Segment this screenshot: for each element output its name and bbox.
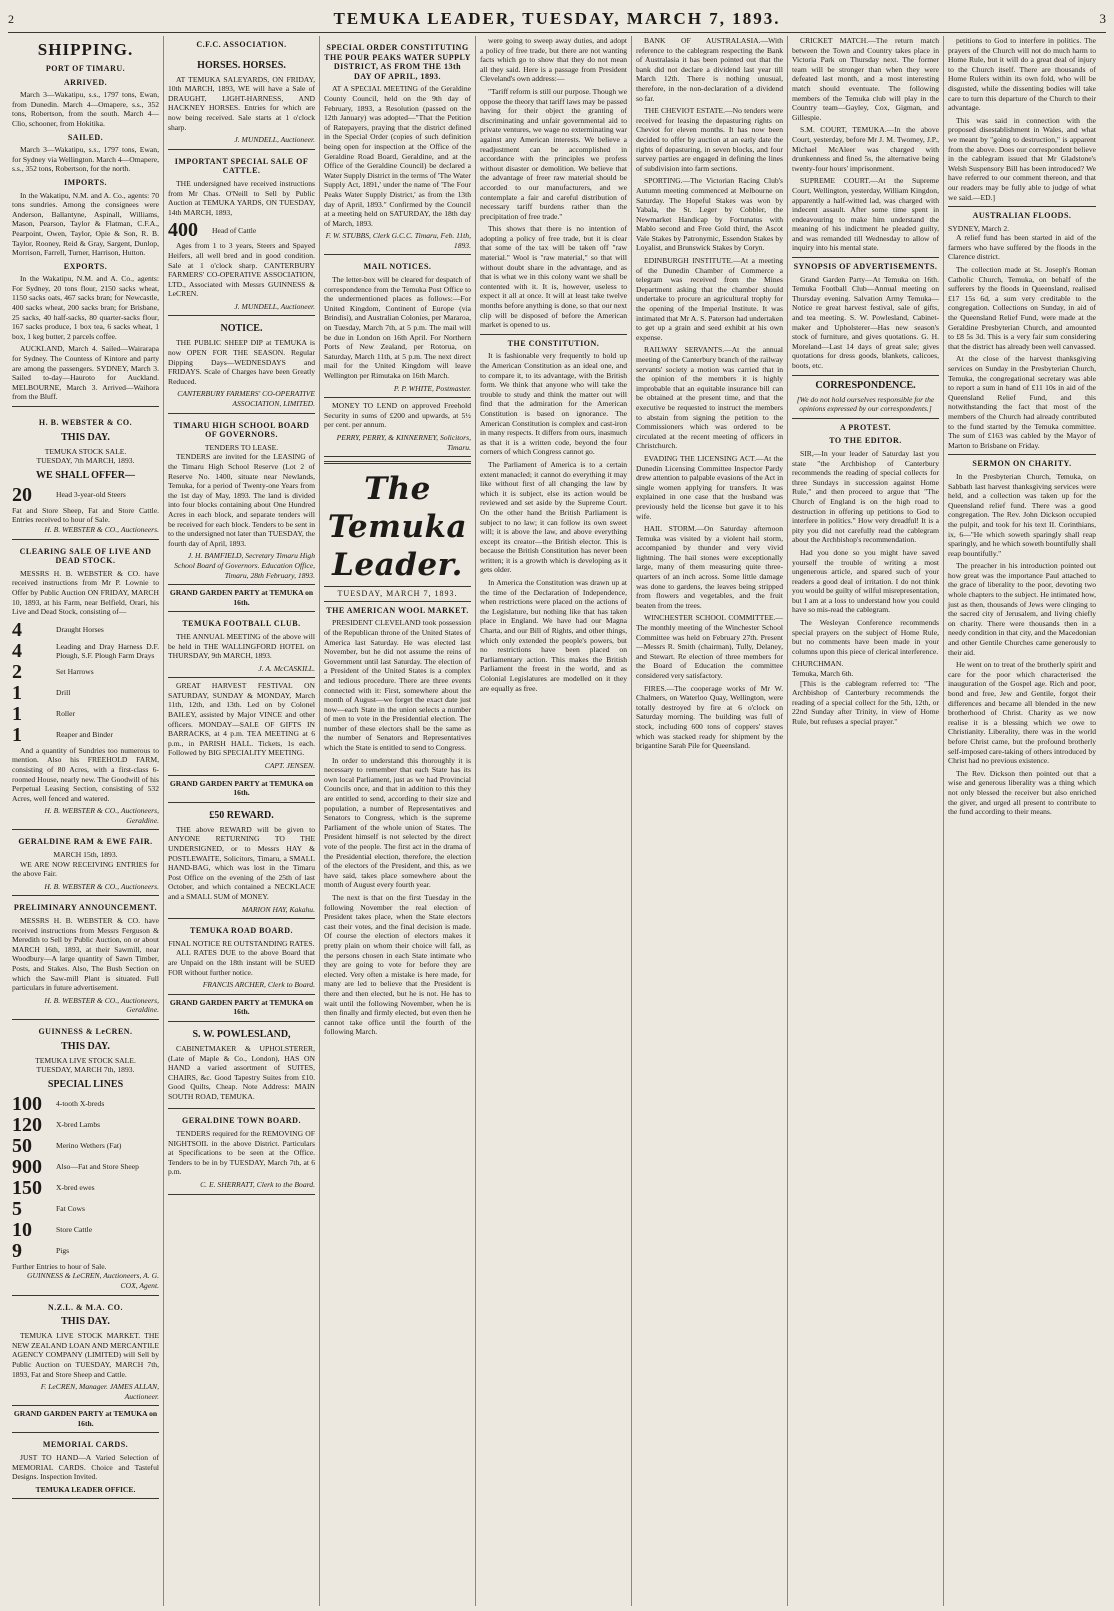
ad-date: MARCH 15th, 1893. xyxy=(53,850,118,860)
ad-text: ALL RATES DUE to the above Board that are Unpaid on the 18th instant will be SUED FOR without further notice. xyxy=(168,948,315,977)
letter-signature: CHURCHMAN. xyxy=(792,659,844,669)
ad-text: TENDERS required for the REMOVING OF NIGHTSOIL in the above District. Particulars at Specifications to be seen at the Office. Tenders to be in by TUESDAY, March 7th, at 6 p.m. xyxy=(168,1129,315,1177)
letter-salutation: TO THE EDITOR. xyxy=(829,436,902,446)
ad-heading: THIS DAY. xyxy=(61,1316,110,1328)
ad-text: TENDERS are invited for the LEASING of the Timaru High School Reserve (Lot 2 of Reserve No. 1400, situate near Newlands, Temuka, for a period of Twenty-one Years from the 1st day of May, 1893. The land is divided into four blocks containing about One Hundred Acres in each block, and separate tenders will be received for each block. Tenders to be sent in to the undersigned not later than TUESDAY, the fourth day of April, 1893. xyxy=(168,452,315,548)
ad-signature: J. A. McCASKILL. xyxy=(258,663,315,673)
stock-count: 150 xyxy=(12,1176,42,1199)
ad-signature: C. E. SHERRATT, Clerk to the Board. xyxy=(200,1180,315,1190)
shipping-heading: SHIPPING. xyxy=(37,40,134,59)
stock-item: Drill xyxy=(56,688,71,698)
stock-line xyxy=(12,620,159,641)
ad-heading: HORSES. HORSES. xyxy=(197,59,286,71)
horses-ad xyxy=(168,53,315,150)
article-paragraph: were going to sweep away duties, and adopt a policy of free trade, but there are not wanting facts which go to show that they do not mean all they said. Here is a passage from President Cleveland's own address:— xyxy=(480,36,627,84)
ad-heading: MAIL NOTICES. xyxy=(363,262,432,272)
ad-text: CABINETMAKER & UPHOLSTERER, (Late of Maple & Co., London), HAS ON HAND a varied assortment of SUITES, CHAIRS, &c. Good Tapestry Suites from £10. Good Quilts, Cheap. Note Address: MAIN SOUTH ROAD, TEMUKA. xyxy=(168,1043,315,1101)
ad-text: Further Entries to hour of Sale. xyxy=(12,1261,107,1271)
ad-signature: PERRY, PERRY, & KINNERNEY, Solicitors, Timaru. xyxy=(336,432,471,452)
article-heading: AUSTRALIAN FLOODS. xyxy=(972,211,1072,221)
geraldine-town-board-ad xyxy=(168,1109,315,1194)
news-item: SPORTING.—The Victorian Racing Club's Autumn meeting commenced at Melbourne on Saturday. The Hopeful Stakes was won by Yabala, the St. Leger by Cobbler, the Newmarket Handicap by Fortunatus with Mablo second and Free Gold third, the Ascot Vale Stakes by Patronymic, Essendon Stakes by Loyalist, and Brunswick Stakes by Coryn. xyxy=(636,176,783,253)
article-heading: THE CONSTITUTION. xyxy=(507,338,600,348)
imports-text: In the Wakatipu, N.M. and A. Co., agents: 70 tons sundries. Among the consignees were Anderson, Ballantyne, Aspinall, Williams, Mason, Pearson, Taylor & Flatman, C.F.A., Pearpoint, Owen, Taylor, Opie & Son, R. B. Taylor, Rooney, Reid & Gray, Sargent, Dunlop, Morrison, Farrell, Turner, Harrison, Hutton. xyxy=(12,190,159,258)
garden-party-ad xyxy=(12,1406,159,1433)
stock-line xyxy=(12,485,159,506)
masthead xyxy=(8,6,1106,33)
paper-title: The Temuka Leader. xyxy=(327,471,468,584)
article-paragraph: In America the Constitution was drawn up at the time of the Declaration of Independence, when restrictions were placed on the actions of the Legislature, but nothing like that has taken place in England. We have had our Magna Charta, and our Bill of Rights, and other things, which only extended the people's powers, but no restrictions have been placed on Parliamentary action. This makes the British Parliament the freest in the world, and as Colonial Legislatures are modelled on it they are equally as free. xyxy=(480,578,627,693)
stock-line xyxy=(12,641,159,662)
sailed-heading: SAILED. xyxy=(67,132,104,142)
news-item: RAILWAY SERVANTS.—At the annual meeting of the Canterbury branch of the railway servants' society a motion was carried that in the opinion of the members it is highly improbable that an equitable insurance bill can be obtained at the present time, and that the executive be requested to instruct the members to abstain from signing the petition to the Commissioners which was ordered to be circulated at the recent meeting of officers in Christchurch. xyxy=(636,345,783,451)
ad-signature: J. H. BAMFIELD, Secretary Timaru High School Board of Governors. Education Office, Timaru, 28th February, 1893. xyxy=(174,551,315,580)
road-board-ad xyxy=(168,919,315,995)
article-paragraph: At the close of the harvest thanksgiving services on Sunday in the Presbyterian Church, Temuka, the congregational secretary was able to report a sum in hand of £11 10s in aid of the Queensland Relief Fund, and this notwithstanding the fact that most of the members of the Church had already contributed to the fund started by the Temuka committee. The sum of £163 was cabled by the Mayor of Marton to Brisbane on Friday. xyxy=(948,354,1096,450)
ad-text: Ages from 1 to 3 years, Steers and Spayed Heifers, all well bred and in good condition. Sale at 1 o'clock sharp. CANTERBURY FARMERS' CO-OPERATIVE ASSOCIATION, LTD., Associated with Messrs GUINNESS & LeCREN. xyxy=(168,241,315,299)
clearing-sale-ad xyxy=(12,540,159,831)
article-heading: THE AMERICAN WOOL MARKET. xyxy=(326,605,469,615)
stock-line xyxy=(12,1115,159,1136)
powlesland-ad xyxy=(168,1022,315,1110)
ad-text: GREAT HARVEST FESTIVAL ON SATURDAY, SUNDAY & MONDAY, March 11th, 12th, and 13th. Led on by Colonel BAILEY, assisted by Major VINCE and other officers. MONDAY—SALE OF GIFTS IN BARRACKS, at 4 p.m. TEA MEETING at 6 p.m., in PARISH HALL. Tickets, 1s each. Followed by BIG SPECIALITY MEETING. xyxy=(168,681,315,758)
ad-heading: £50 REWARD. xyxy=(209,809,274,821)
columns xyxy=(8,36,1106,1606)
ad-text: MESSRS H. B. WEBSTER & CO. have received instructions from Mr P. Lownie to Offer by Public Auction ON FRIDAY, MARCH 10, 1893, at his Farm, near Belfield, Orari, his Live and Dead Stock, consisting of— xyxy=(12,568,159,617)
correspondence-heading: CORRESPONDENCE. xyxy=(815,379,916,391)
column-2 xyxy=(164,36,320,1606)
memorial-cards-ad xyxy=(12,1433,159,1499)
news-item: S.M. COURT, TEMUKA.—In the above Court, yesterday, before Mr J. M. Twomey, J.P., Michael McAleer was charged with drunkenness and fined 5s, the alternative being twenty-four hours' imprisonment. xyxy=(792,125,939,173)
ad-signature: TEMUKA LEADER OFFICE. xyxy=(35,1484,136,1494)
article-paragraph: The Parliament of America is to a certain extent manacled; it cannot do everything it may like without first of all changing the law by which it is subject, else its action would be reviewed and set aside by the Supreme Court. On the other hand the British Parliament is subject to no law; it can follow its own sweet will; it is above the law, and above everything except its creator—the British elector. This is because the British Constitution has never been written; it is a growth which is developing as it gets older. xyxy=(480,459,627,575)
letter-paragraph: The Wesleyan Conference recommends special prayers on the subject of Home Rule, but no comments have been made in your columns upon this piece of clerical interference. xyxy=(792,618,939,656)
news-item: WINCHESTER SCHOOL COMMITTEE.—The monthly meeting of the Winchester School Committee was held on February 27th. Present—Messrs R. Smith (chairman), Tully, Delaney, and Stewart. Re election of three members for the Board of Education the committee considered very satisfactory. xyxy=(636,613,783,680)
synopsis-heading: SYNOPSIS OF ADVERTISEMENTS. xyxy=(793,262,938,272)
ad-signature: H. B. WEBSTER & CO., Auctioneers, Geraldine. xyxy=(44,995,159,1015)
article-paragraph: The Rev. Dickson then pointed out that a wise and generous liberality was a thing which not only blessed the receiver but also enriched the giver, and urged all present to contribute to the fund according to their means. xyxy=(948,768,1096,817)
letter-date: Temuka, March 6th. xyxy=(792,669,854,679)
ad-date: TUESDAY, MARCH 7th, 1893. xyxy=(36,1065,135,1075)
stock-line xyxy=(12,1199,159,1220)
stock-count: 20 xyxy=(12,483,32,506)
garden-party-ad xyxy=(168,585,315,612)
high-school-ad xyxy=(168,414,315,586)
stock-count: 100 xyxy=(12,1092,42,1115)
stock-item: Leading and Dray Harness D.F. Plough, S.F. Plough Farm Drays xyxy=(56,641,159,661)
ad-text: GRAND GARDEN PARTY at TEMUKA on 16th. xyxy=(13,1409,158,1428)
page-ornament: 2 xyxy=(8,11,14,26)
article-paragraph: A relief fund has been started in aid of the farmers who have suffered by the floods in the Clarence district. xyxy=(948,233,1096,262)
reward-ad xyxy=(168,803,315,919)
association-heading: C.F.C. ASSOCIATION. xyxy=(196,40,287,49)
ad-signature: MARION HAY, Kakahu. xyxy=(241,904,315,914)
stock-item: Draught Horses xyxy=(56,625,104,635)
sailed-text: March 3—Wakatipu, s.s., 1797 tons, Ewan, for Sydney via Wellington. March 4—Omapere, s.s., 352 tons, Robertson, for the north. xyxy=(12,145,159,174)
article-paragraph: PRESIDENT CLEVELAND took possession of the Republican throne of the United States of America last Saturday. He was elected last November, but he did not assume the reins of Government until last Saturday. The election of a President of the United States is a complex and tedious procedure. There are three events connected with it: First, somewhere about the month of August—we forget the exact date just now—each State in the union selects a number of men to vote in the Presidential election. The number of these electors shall be the same as the number of Senators and Representatives which the State is entitled to send to Congress. xyxy=(324,618,471,753)
ad-firm: GUINNESS & LeCREN. xyxy=(38,1026,133,1036)
exports-text: In the Wakatipu, N.M. and A. Co., agents: For Sydney, 20 tons flour, 2150 sacks wheat, 1150 sacks oats, 467 sacks bran; for Newcastle, 400 sacks wheat, 200 sacks bran; for Brisbane, 25 sacks, 40 half-sacks, 80 quarter-sacks flour, 167 sacks produce, 1 box tea, 6 sacks wheat, 1 box, 1 keg butter, 2 parcels coffee. xyxy=(12,274,159,341)
news-item: THE CHEVIOT ESTATE.—No tenders were received for leasing the depasturing rights on Cheviot for eleven months. It has now been decided to offer by auction at an early date the rights of depasturing, in seven blocks, and four survey parties are engaged in defining the lines of subdivision into farm sections. xyxy=(636,106,783,173)
ad-heading: CLEARING SALE OF LIVE AND DEAD STOCK. xyxy=(19,546,152,566)
ad-heading: THIS DAY. xyxy=(61,431,110,443)
ad-text: AT TEMUKA SALEYARDS, ON FRIDAY, 10th MARCH, 1893, WE will have a Sale of DRAUGHT, LIGHT-HARNESS, AND HACKNEY HORSES. Entries for which are now being received. Sale starts at 1 o'clock sharp. xyxy=(168,74,315,132)
ad-signature: CAPT. JENSEN. xyxy=(264,761,315,771)
editor-note: [This is the cablegram referred to: "The Archbishop of Canterbury recommends the reading of a special collect for the 5th, 12th, or 22nd Sunday after Trinity, in view of Home Rule, but refuses a special prayer." xyxy=(792,678,939,726)
article-paragraph: This shows that there is no intention of adopting a policy of free trade, but it is clear that some of the tax will be taken off "raw material." Wool is "raw material," so that will without doubt share in the advantage, and as that is what we in this colony want we shall be contented with it. It is, however, useless to expect it all at once. It will at least take twelve months before anything is done, so that our next clip will be disposed of before the American market is opened to us. xyxy=(480,224,627,330)
ad-text: JUST TO HAND—A Varied Selection of MEMORIAL CARDS. Choice and Tasteful Designs. Inspection Invited. xyxy=(12,1453,159,1482)
stock-item: Head of Cattle xyxy=(212,226,257,236)
stock-count: 4 xyxy=(12,639,22,662)
stock-item: Also—Fat and Store Sheep xyxy=(56,1162,139,1172)
ad-heading: SPECIAL ORDER CONSTITUTING THE POUR PEAKS WATER SUPPLY DISTRICT, AS FROM THE 13th DAY OF APRIL, 1893. xyxy=(324,43,471,81)
mail-notices xyxy=(324,255,471,398)
money-to-lend-ad xyxy=(324,398,471,457)
ad-heading: GERALDINE RAM & EWE FAIR. xyxy=(18,837,153,847)
stock-count: 4 xyxy=(12,618,22,641)
news-item: CRICKET MATCH.—The return match between the Town and Country takes place in Victoria Park on Thursday next. The former team will be stronger than when they were defeated last month, and a most interesting match should eventuate. The following members of the Temuka club will play in the Country team—Gayley, Cox, Gigman, and Gillespie. xyxy=(792,36,939,122)
stock-count: 50 xyxy=(12,1134,32,1157)
ad-signature: CANTERBURY FARMERS' CO-OPERATIVE ASSOCIATION, LIMITED. xyxy=(177,389,315,409)
stock-item: Fat Cows xyxy=(56,1204,85,1214)
ad-text: TEMUKA LIVE STOCK MARKET. THE NEW ZEALAND LOAN AND MERCANTILE AGENCY COMPANY (LIMITED) will Sell by Public Auction on TUESDAY, MARCH 7th, 1893, Fat and Store Sheep and Cattle. xyxy=(12,1331,159,1379)
stock-line xyxy=(12,704,159,725)
stock-item: Reaper and Binder xyxy=(56,730,113,740)
issue-dateline: TUESDAY, MARCH 7, 1893. xyxy=(324,586,471,602)
ad-signature: J. MUNDELL, Auctioneer. xyxy=(234,301,315,311)
guinness-lecren-ad xyxy=(12,1020,159,1296)
ad-text: MESSRS H. B. WEBSTER & CO. have received instructions from Messrs Ferguson & Meredith to Sell by Public Auction, on or about MARCH 16th, 1893, at their Sawmill, near Woodbury—A large quantity of Sawn Timber, Posts, and Stakes. Also, The Bush Section on which the Saw-mill Plant is situated. Full particulars in future advertisement. xyxy=(12,916,159,993)
ad-heading: NOTICE. xyxy=(220,323,263,335)
ad-subheading: TEMUKA LIVE STOCK SALE. xyxy=(35,1055,136,1065)
column-3 xyxy=(320,36,476,1606)
arrived-text: March 3—Wakatipu, s.s., 1797 tons, Ewan, from Dunedin. March 4—Omapere, s.s., 352 tons, Robertson, from the south. March 4—Clio, schooner, from Hokitika. xyxy=(12,90,159,128)
garden-party-ad xyxy=(168,776,315,803)
letter-heading: A PROTEST. xyxy=(839,422,892,432)
stock-count: 1 xyxy=(12,681,22,704)
news-item: EVADING THE LICENSING ACT.—At the Dunedin Licensing Committee Inspector Pardy drew attention to palpable evasions of the Act in single women applying for transfers. It was explained in one case that the husband was previously held the license but gave it to his wife. xyxy=(636,453,783,521)
ad-subheading: TENDERS TO LEASE. xyxy=(204,442,279,452)
editor-note: petitions to God to interfere in politics. The prayers of the Church will not do much harm to Home Rule, but it will do a great deal of injury to the Church itself. There are thousands of Home Rulers within its own fold, who will be disgusted, while the dissenting bodies will take care to turn this departure of the Church to their advantage. xyxy=(948,36,1096,113)
news-item: FIRES.—The cooperage works of Mr W. Chalmers, on Waterloo Quay, Wellington, were totally destroyed by fire at 6 o'clock on Saturday morning. The building was full of stock, including 600 tons of coppers' staves which was stacked ready for shipment by the brigantine Sarah Pile for Queensland. xyxy=(636,683,783,751)
stock-line xyxy=(168,220,315,241)
sheep-dip-notice xyxy=(168,316,315,413)
article-paragraph: In the Presbyterian Church, Temuka, on Sabbath last harvest thanksgiving services were held, and a collection was taken up for the Queensland relief fund. There was a good congregation. The Rev. John Dickson occupied the pulpit, and took for his text II. Corinthians, ix, 6—"He which soweth sparingly shall reap sparingly, and he which soweth bountifully shall reap bountifully." xyxy=(948,471,1096,558)
stock-count: 10 xyxy=(12,1218,32,1241)
special-order-ad xyxy=(324,36,471,255)
news-item: BANK OF AUSTRALASIA.—With reference to the cablegram respecting the Bank of Australasia it has been pointed out that the bank did not declare a dividend last year till March 12th. There is nothing unusual, therefore, in the non-declaration of a dividend so far. xyxy=(636,36,783,103)
column-6 xyxy=(788,36,944,1606)
cattle-sale-ad xyxy=(168,150,315,317)
ad-text: The letter-box will be cleared for despatch of correspondence from the Temuka Post Office to the undermentioned places as follows:—For United Kingdom, Continent of Europe (via Brindisi), and Australian Colonies, per Mararoa, on Tuesday, March 7th, at 5 p.m. The mail will be due in London on 16th April. For Northern Ports of New Zealand, per Rotorua, on Saturday, March 11th, at 5 p.m. The next direct mail for the United Kingdom will leave Wellington per Rimutaka on 16th March. xyxy=(324,275,471,380)
stock-item: Pigs xyxy=(56,1246,70,1256)
ad-heading: TEMUKA ROAD BOARD. xyxy=(189,926,293,936)
ad-text: THE undersigned have received instructions from Mr Chas. O'Neill to Sell by Public Auction at TEMUKA YARDS, ON TUESDAY, 14th MARCH, 1893, xyxy=(168,178,315,217)
ad-signature: H. B. WEBSTER & CO., Auctioneers. xyxy=(44,524,159,534)
special-lines: SPECIAL LINES xyxy=(47,1078,124,1090)
ad-text: MONEY TO LEND on approved Freehold Security in sums of £200 and upwards, at 5½ per cent. per annum. xyxy=(324,401,471,430)
ad-date: TUESDAY, 7th MARCH, 1893. xyxy=(36,456,135,466)
ad-subheading: FINAL NOTICE RE OUTSTANDING RATES. xyxy=(168,938,315,948)
webster-stock-sale-ad xyxy=(12,411,159,540)
ad-text: WE ARE NOW RECEIVING ENTRIES for the above Fair. xyxy=(12,859,159,879)
nzlma-ad xyxy=(12,1296,159,1407)
stock-line xyxy=(12,1241,159,1262)
garden-party-ad xyxy=(168,995,315,1022)
ram-ewe-fair-ad xyxy=(12,830,159,896)
stock-line xyxy=(12,1178,159,1199)
stock-item: X-bred ewes xyxy=(56,1183,95,1193)
article-paragraph: The collection made at St. Joseph's Roman Catholic Church, Temuka, on behalf of the sufferers by the floods in Queensland, realised £17 15s 6d, a sum very creditable to the congregation. Collections on Sunday, in aid of the Queensland Relief Fund, were made at the Geraldine Presbyterian Church, and amounted to £8 5s 3d. This is a very fair sum considering that the district has already been well canvassed. xyxy=(948,265,1096,351)
port-heading: PORT OF TIMARU. xyxy=(45,64,126,73)
ad-signature: H. B. WEBSTER & CO., Auctioneers, Geraldine. xyxy=(44,806,159,825)
stock-line xyxy=(12,1220,159,1241)
stock-line xyxy=(12,725,159,746)
ad-text: THE ANNUAL MEETING of the above will be held in THE WALLINGFORD HOTEL on THURSDAY, 9th MARCH, 1893. xyxy=(168,631,315,661)
stock-line xyxy=(12,1157,159,1178)
stock-item: Roller xyxy=(56,709,75,719)
ad-heading: PRELIMINARY ANNOUNCEMENT. xyxy=(13,903,158,913)
column-7 xyxy=(944,36,1100,1606)
football-club-ad xyxy=(168,612,315,678)
stock-count: 400 xyxy=(168,219,198,242)
stock-count: 9 xyxy=(12,1239,22,1262)
ad-signature: F. W. STUBBS, Clerk G.C.C. Timaru, Feb. 11th, 1893. xyxy=(325,231,471,250)
ad-heading: IMPORTANT SPECIAL SALE OF CATTLE. xyxy=(174,156,309,176)
stock-item: X-bred Lambs xyxy=(56,1120,101,1130)
imports-heading: IMPORTS. xyxy=(63,177,108,187)
ad-text: GRAND GARDEN PARTY at TEMUKA on 16th. xyxy=(169,778,314,798)
ad-firm: H. B. WEBSTER & CO. xyxy=(38,418,133,427)
correspondence-note: [We do not hold ourselves responsible for the opinions expressed by our correspondents.] xyxy=(796,394,935,414)
ad-signature: H. B. WEBSTER & CO., Auctioneers. xyxy=(44,881,159,891)
stock-line xyxy=(12,1094,159,1115)
ad-heading: TEMUKA FOOTBALL CLUB. xyxy=(182,619,301,629)
article-heading: SERMON ON CHARITY. xyxy=(972,459,1072,469)
ad-heading: TIMARU HIGH SCHOOL BOARD OF GOVERNORS. xyxy=(173,420,310,440)
stock-count: 5 xyxy=(12,1197,22,1220)
ad-signature: P. P. WHITE, Postmaster. xyxy=(393,383,471,393)
stock-item: Head 3-year-old Steers xyxy=(56,490,126,500)
stock-line xyxy=(12,683,159,704)
column-4 xyxy=(476,36,632,1606)
harvest-festival-ad xyxy=(168,678,315,775)
ad-signature: F. LeCREN, Manager. JAMES ALLAN, Auctioneer. xyxy=(40,1382,159,1401)
news-item: EDINBURGH INSTITUTE.—At a meeting of the Dunedin Chamber of Commerce a telegram was received from the Mines Department asking that the chamber should undertake to procure an agricultural trophy for the opening of the Imperial Institute. It was intimated that Mr A. S. Paterson had undertaken to get up a grain and seed exhibit at his own expense. xyxy=(636,256,783,342)
ad-heading: S. W. POWLESLAND, xyxy=(192,1028,291,1040)
ad-text: AT A SPECIAL MEETING of the Geraldine County Council, held on the 9th day of February, 1893, a Resolution (passed on the 12th January) was adopted—"That the Petition of Ratepayers, praying that the district defined in the Special Order (copies of such definition being open for inspection at the Office of the Geraldine Road Board, Geraldine, and at the Office of the Geraldine Council) be declared a Water Supply District in the terms of 'The Water Supply Act, 1891,' under the name of 'The Four Peaks Water Supply District,' as from the 13th day of April, 1893." Confirmed by the Council at a meeting held on SATURDAY, the 18th day of March, 1893. xyxy=(324,84,471,228)
ad-text: THE PUBLIC SHEEP DIP at TEMUKA is now OPEN FOR THE SEASON. Regular Dipping Days—WEDNESDAYS and FRIDAYS. Scale of Charges have been Greatly Reduced. xyxy=(168,338,315,386)
article-paragraph: The preacher in his introduction pointed out how great was the importance Paul attached to the grace of liberality to the poor, devoting two whole chapters to the subject. He intimated how, just as then, thousands of Jews were clinging to the sacred city of Jerusalem, and living chiefly on charity. There were thousands then in a needy condition in that city, and the Macedonian and other Gentile Churches came generously to their aid. xyxy=(948,561,1096,657)
stock-line xyxy=(12,662,159,683)
article-dateline: SYDNEY, March 2. xyxy=(948,223,1010,233)
ad-signature: J. MUNDELL, Auctioneer. xyxy=(234,135,315,145)
ad-text: Fat and Store Sheep, Fat and Store Cattle. Entries received to hour of Sale. xyxy=(12,505,159,525)
news-item: HAIL STORM.—On Saturday afternoon Temuka was visited by a violent hail storm, accompanied by thunder and very vivid lightning. The hail stones were exceptionally large, many of them measuring quite three-quarters of an inch across. Some little damage was done to gardens, the leaves being stripped from flowers and vegetables, and the fruit beaten from the trees. xyxy=(636,524,783,610)
ad-heading: MEMORIAL CARDS. xyxy=(42,1440,129,1450)
arrived-heading: ARRIVED. xyxy=(63,77,108,87)
stock-item: Merino Wethers (Fat) xyxy=(56,1141,122,1151)
article-paragraph: The next is that on the first Tuesday in the following November the real election of President takes place, when the State electors cast their votes, and the final decision is made. Of course the election of electors makes it pretty plain on whom their choice will fall, as the persons chosen in each State intimate who they are going to vote for before they are elected. Very often a mistake is here made, for many are led to believe that the President is there and then elected, but he is not. He has to wait until the following November, when he is then finally and firmly elected, but even then he cannot take office until the fourth of the following March. xyxy=(324,892,471,1037)
ad-text: THE above REWARD will be given to ANYONE RETURNING TO THE UNDERSIGNED, or to Messrs HAY & POSTLEWAITE, Solicitors, Timaru, a SMALL HAND-BAG, which was lost in the Timaru Post Office on the evening of the 25th of last October, and which contained a NECKLACE and a SMALL SUM of MONEY. xyxy=(168,824,315,901)
stock-count: 120 xyxy=(12,1113,42,1136)
letter-paragraph: SIR,—In your leader of Saturday last you state "the Archbishop of Canterbury recommends the reading of special collects for three Sundays in succession against Home Rule," and then proceed to argue that "The Church of England is on the high road to destruction in offering up petitions to God to interfere in politics." How very dreadful! It is a pity you did not carefully read the cablegram about the Archbishop's recommendation. xyxy=(792,448,939,545)
article-paragraph: In order to understand this thoroughly it is necessary to remember that each State has its own local Parliament, just as we had Provincial Councils once, and that in addition to this they are entitled to send, according to their size and population, a number of Representatives and Senators to Congress, which is the supreme Parliament of the whole union of States. The President himself is not selected by the direct vote of the people. The first act in the drama of the Presidential election, therefore, the election of the electors of the President, and this, as we have said, takes place somewhere about the month of August every fourth year. xyxy=(324,755,471,890)
ad-text: GRAND GARDEN PARTY at TEMUKA on 16th. xyxy=(169,997,314,1017)
stock-count: 900 xyxy=(12,1155,42,1178)
letter-paragraph: Had you done so you might have saved yourself the trouble of writing a most ungenerous article, and spared such of your readers a good deal of irritation. I do not think you would be guilty of wilful misrepresentation, but I am at a loss to understand how you could have so mis-read the cablegram. xyxy=(792,547,939,615)
shipping-news: AUCKLAND, March 4. Sailed—Wairarapa for Sydney. The Countess of Kintore and party are among the passengers. SYDNEY, March 3. Sailed to-day—Hauroto for Auckland. MELBOURNE, March 3. Arrived—Waihora from the Bluff. xyxy=(12,344,159,402)
column-5 xyxy=(632,36,788,1606)
article-paragraph: It is fashionable very frequently to hold up the American Constitution as an ideal one, and to compare it, to its advantage, with the British form. We think that anyone who will take the trouble to study and think the matter out will find that the admiration for the American Constitution is based on ignorance. The American Constitution is complex and cast-iron in many respects. It differs from ours, inasmuch as that it is a written code, beyond the four corners of which Congress cannot go. xyxy=(480,351,627,457)
stock-count: 2 xyxy=(12,660,22,683)
page-number: 3 xyxy=(1099,11,1106,26)
synopsis-text: Grand Garden Party—At Temuka on 16th. Temuka Football Club—Annual meeting on Thursday evening. Salvation Army Temuka—Notice re great harvest festival, sale of gifts, and tea meeting. S. W. Powlesland, Cabinet-maker and Upholsterer—Has new season's stock of furniture, and gives quotations. G. H. Moreland—Last 14 days of great sale; gives quotations for dress goods, blankets, calicoes, boots, etc. xyxy=(792,274,939,370)
news-item: SUPREME COURT.—At the Supreme Court, Wellington, yesterday, William Kingdon, apparently a half-witted lad, was charged with indecent assault. After some time spent in endeavouring to make him understand the meaning of his indictment he pleaded guilty, and was remanded till Wednesday to allow of inquiry into his mental state. xyxy=(792,176,939,253)
ad-subheading: TEMUKA STOCK SALE. xyxy=(44,446,127,456)
ad-heading: THIS DAY. xyxy=(61,1040,110,1052)
ad-text: GRAND GARDEN PARTY at TEMUKA on 16th. xyxy=(169,588,314,607)
stock-item: Store Cattle xyxy=(56,1225,93,1235)
ad-offer: WE SHALL OFFER— xyxy=(36,469,135,481)
ad-firm: N.Z.L. & M.A. CO. xyxy=(48,1302,123,1312)
stock-item: 4-tooth X-breds xyxy=(56,1099,105,1109)
ad-text: And a quantity of Sundries too numerous to mention. Also his FREEHOLD FARM, consisting of 80 Acres, with a first-class 6-roomed House, nearly new. The Goodwill of his Perpetual Leasing Section, consisting of 532 Acres, well fenced and watered. xyxy=(12,745,159,803)
stock-line xyxy=(12,1136,159,1157)
preliminary-announcement-ad xyxy=(12,896,159,1020)
ad-signature: FRANCIS ARCHER, Clerk to Board. xyxy=(202,980,315,990)
stock-count: 1 xyxy=(12,723,22,746)
article-quote: "Tariff reform is still our purpose. Though we oppose the theory that tariff laws may be passed having for their object the granting of discriminating and unfair governmental aid to private ventures, we wage no exterminating war against any American interests. We believe a readjustment can be accomplished in accordance with the principles we profess without disaster or demolition. We believe that the advantage of freer raw material should be accorded to our manufacturers, and we contemplate a fair and careful distribution of necessary tariff burdens rather than the precipitation of free trade." xyxy=(480,86,627,221)
ad-heading: GERALDINE TOWN BOARD. xyxy=(182,1116,301,1126)
ad-signature: GUINNESS & LeCREN, Auctioneers, A. G. COX, Agent. xyxy=(27,1271,159,1290)
column-1 xyxy=(8,36,164,1606)
stock-item: Set Harrows xyxy=(56,667,94,677)
article-paragraph: He went on to treat of the brotherly spirit and care for the poor which characterised the inauguration of the Gospel age. Rich and poor, bond and free, Jew and Gentile, forgot their differences and became all blended in the new brotherhood of Christ. Charity as we now realise it is a blessing which we owe to Christianity. Liberality, there was in the world before Christ came, but the profound brotherly self-imposed care-taking of others introduced by Christ had no previous existence. xyxy=(948,660,1096,766)
masthead-title: TEMUKA LEADER, TUESDAY, MARCH 7, 1893. xyxy=(333,9,781,28)
editor-note: This was said in connection with the proposed disestablishment in Wales, and what we meant by "going to destruction," is apparent from the above. Does our correspondent believe in the cablegram issued that Mr Gladstone's Welsh Suspensory Bill has been introduced? We have referred to our comment thereon, and that our readers may be fully able to judge of what we said.—ED.] xyxy=(948,115,1096,202)
stock-count: 1 xyxy=(12,702,22,725)
exports-heading: EXPORTS. xyxy=(63,261,108,271)
